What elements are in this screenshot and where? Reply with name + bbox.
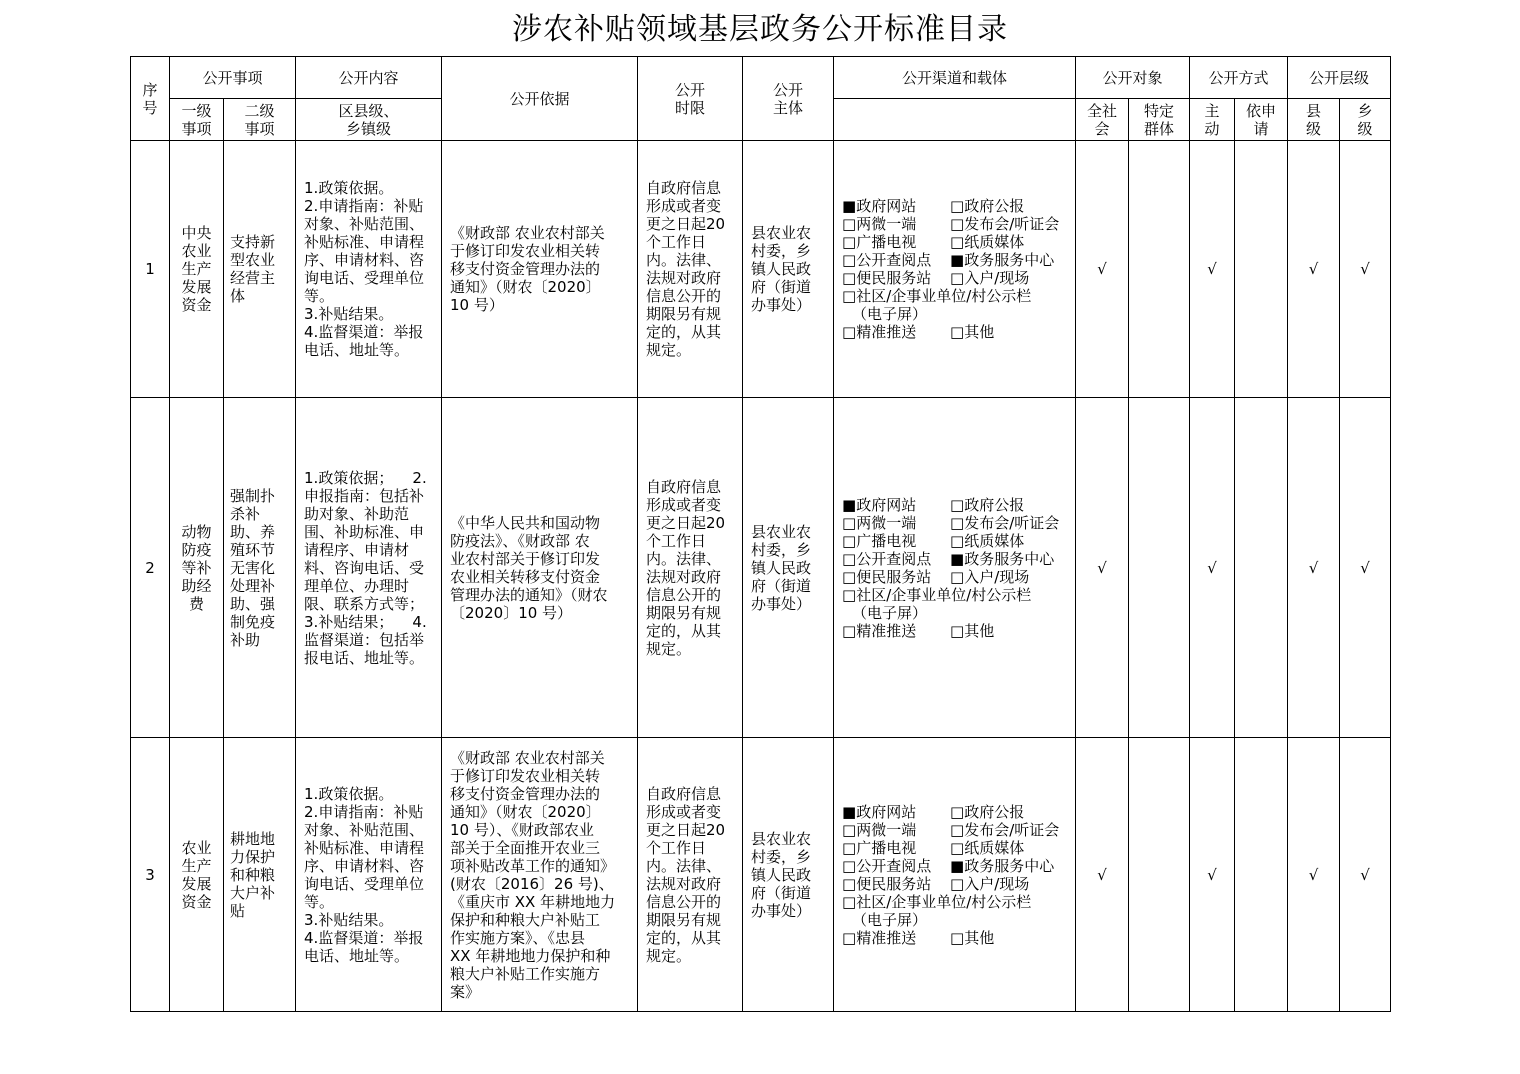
header-method-active: 主 动: [1190, 99, 1235, 141]
header-level: 公开层级: [1288, 57, 1391, 99]
row-subject: 县农业农 村委，乡 镇人民政 府（街道 办事处）: [743, 398, 834, 738]
channel-two-micro: □两微一端: [842, 215, 917, 233]
header-method-apply: 依申 请: [1235, 99, 1288, 141]
channel-convenience: □便民服务站: [842, 567, 932, 586]
row-level-town: √: [1340, 738, 1391, 1012]
row-basis: 《中华人民共和国动物 防疫法》、《财政部 农 业农村部关于修订印发 农业相关转移支付资金 管理办法的通知》（财农 〔2020〕10 号）: [442, 398, 638, 738]
channel-website: ■政府网站: [842, 495, 917, 514]
channel-community: □社区/企事业单位/村公示栏: [842, 585, 1032, 604]
header-channel-sub: [834, 99, 1076, 141]
row-channels: [834, 738, 1076, 1012]
row-item-l1: 农业 生产 发展 资金: [170, 738, 224, 1012]
channel-screen: （电子屏）: [852, 603, 928, 622]
header-subject: 公开 主体: [743, 57, 834, 141]
header-basis: 公开依据: [442, 57, 638, 141]
header-level-town: 乡 级: [1340, 99, 1391, 141]
channel-website: ■政府网站: [842, 197, 917, 215]
header-target-group: 特定 群体: [1129, 99, 1190, 141]
row-level-county: √: [1288, 398, 1340, 738]
row-item-l2: 支持新 型农业 经营主 体: [224, 141, 296, 398]
channel-screen: （电子屏）: [852, 910, 928, 929]
row-method-apply: [1235, 738, 1288, 1012]
row-item-l2: 强制扑 杀补 助、养 殖环节 无害化 处理补 助、强 制免疫 补助: [224, 398, 296, 738]
channel-broadcast: □广播电视: [842, 233, 917, 251]
channel-press: □发布会/听证会: [950, 215, 1060, 233]
row-item-l2: 耕地地 力保护 和种粮 大户补 贴: [224, 738, 296, 1012]
header-content-sub: 区县级、 乡镇级: [296, 99, 442, 141]
channel-press: □发布会/听证会: [950, 820, 1060, 839]
channel-gazette: □政府公报: [950, 802, 1025, 821]
row-level-town: √: [1340, 141, 1391, 398]
row-seq: 1: [131, 141, 170, 398]
channel-convenience: □便民服务站: [842, 269, 932, 287]
header-level-county: 县 级: [1288, 99, 1340, 141]
table-row: [131, 738, 1391, 1012]
row-level-county: √: [1288, 738, 1340, 1012]
header-item-l1: 一级 事项: [170, 99, 224, 141]
row-seq: 3: [131, 738, 170, 1012]
catalog-table: [130, 56, 1391, 1012]
row-level-county: √: [1288, 141, 1340, 398]
channel-push: □精准推送: [842, 928, 917, 947]
channel-door: □入户/现场: [950, 874, 1030, 893]
row-target-group: [1129, 398, 1190, 738]
header-seq: 序 号: [131, 57, 170, 141]
channel-push: □精准推送: [842, 323, 917, 341]
channel-broadcast: □广播电视: [842, 531, 917, 550]
channel-paper: □纸质媒体: [950, 838, 1025, 857]
header-item-l2: 二级 事项: [224, 99, 296, 141]
channel-service-center: ■政务服务中心: [950, 549, 1055, 568]
channel-push: □精准推送: [842, 621, 917, 640]
row-content: 1.政策依据。 2.申请指南：补贴 对象、补贴范围、 补贴标准、申请程 序、申请材料、咨 询电话、受理单位 等。 3.补贴结果。 4.监督渠道：举报 电话、地址等。: [296, 738, 442, 1012]
channel-website: ■政府网站: [842, 802, 917, 821]
header-target-all: 全社 会: [1076, 99, 1129, 141]
row-subject: 县农业农 村委，乡 镇人民政 府（街道 办事处）: [743, 141, 834, 398]
channel-other: □其他: [950, 621, 995, 640]
row-method-active: √: [1190, 738, 1235, 1012]
channel-community: □社区/企事业单位/村公示栏: [842, 892, 1032, 911]
channel-gazette: □政府公报: [950, 197, 1025, 215]
table-row: [131, 398, 1391, 738]
header-content: 公开内容: [296, 57, 442, 99]
row-channels: [834, 398, 1076, 738]
header-time-limit: 公开 时限: [638, 57, 743, 141]
channel-gazette: □政府公报: [950, 495, 1025, 514]
channel-door: □入户/现场: [950, 269, 1030, 287]
row-target-group: [1129, 738, 1190, 1012]
row-method-apply: [1235, 398, 1288, 738]
row-basis: 《财政部 农业农村部关 于修订印发农业相关转 移支付资金管理办法的 通知》（财农〔2020〕 10 号）、《财政部农业 部关于全面推开农业三 项补贴改革工作的通知》 (财农〔2016〕26 号)、 《重庆市 XX 年耕地地力 保护和种粮大户补贴工 作实施方案》、《忠县 XX 年耕地地力保护和种 粮大户补贴工作实施方 案》: [442, 738, 638, 1012]
row-content: 1.政策依据； 2. 申报指南：包括补 助对象、补助范 围、补助标准、申 请程序、申请材 料、咨询电话、受 理单位、办理时 限、联系方式等； 3.补贴结果； 4. 监督渠道：包括举 报电话、地址等。: [296, 398, 442, 738]
channel-inquiry: □公开查阅点: [842, 251, 932, 269]
row-channels: [834, 141, 1076, 398]
channel-two-micro: □两微一端: [842, 513, 917, 532]
row-level-town: √: [1340, 398, 1391, 738]
header-target: 公开对象: [1076, 57, 1190, 99]
row-method-active: √: [1190, 398, 1235, 738]
header-method: 公开方式: [1190, 57, 1288, 99]
channel-service-center: ■政务服务中心: [950, 856, 1055, 875]
header-item: 公开事项: [170, 57, 296, 99]
header-channel: 公开渠道和载体: [834, 57, 1076, 99]
channel-service-center: ■政务服务中心: [950, 251, 1055, 269]
channel-screen: （电子屏）: [852, 305, 928, 323]
table-row: [131, 141, 1391, 398]
channel-door: □入户/现场: [950, 567, 1030, 586]
row-item-l1: 动物 防疫 等补 助经 费: [170, 398, 224, 738]
row-seq: 2: [131, 398, 170, 738]
row-method-active: √: [1190, 141, 1235, 398]
channel-two-micro: □两微一端: [842, 820, 917, 839]
channel-broadcast: □广播电视: [842, 838, 917, 857]
row-time-limit: 自政府信息 形成或者变 更之日起20 个工作日 内。法律、 法规对政府 信息公开的 期限另有规 定的，从其 规定。: [638, 141, 743, 398]
row-target-all: √: [1076, 398, 1129, 738]
channel-community: □社区/企事业单位/村公示栏: [842, 287, 1032, 305]
row-target-group: [1129, 141, 1190, 398]
channel-convenience: □便民服务站: [842, 874, 932, 893]
row-content: 1.政策依据。 2.申请指南：补贴 对象、补贴范围、 补贴标准、申请程 序、申请材料、咨 询电话、受理单位 等。 3.补贴结果。 4.监督渠道：举报 电话、地址等。: [296, 141, 442, 398]
channel-other: □其他: [950, 928, 995, 947]
row-target-all: √: [1076, 738, 1129, 1012]
channel-inquiry: □公开查阅点: [842, 549, 932, 568]
row-item-l1: 中央 农业 生产 发展 资金: [170, 141, 224, 398]
row-target-all: √: [1076, 141, 1129, 398]
channel-press: □发布会/听证会: [950, 513, 1060, 532]
page-title: 涉农补贴领域基层政务公开标准目录: [512, 12, 1008, 47]
row-basis: 《财政部 农业农村部关 于修订印发农业相关转 移支付资金管理办法的 通知》（财农〔2020〕 10 号）: [442, 141, 638, 398]
row-time-limit: 自政府信息 形成或者变 更之日起20 个工作日 内。法律、 法规对政府 信息公开的 期限另有规 定的，从其 规定。: [638, 398, 743, 738]
row-method-apply: [1235, 141, 1288, 398]
channel-inquiry: □公开查阅点: [842, 856, 932, 875]
channel-paper: □纸质媒体: [950, 531, 1025, 550]
channel-paper: □纸质媒体: [950, 233, 1025, 251]
row-subject: 县农业农 村委，乡 镇人民政 府（街道 办事处）: [743, 738, 834, 1012]
channel-other: □其他: [950, 323, 995, 341]
row-time-limit: 自政府信息 形成或者变 更之日起20 个工作日 内。法律、 法规对政府 信息公开的 期限另有规 定的，从其 规定。: [638, 738, 743, 1012]
